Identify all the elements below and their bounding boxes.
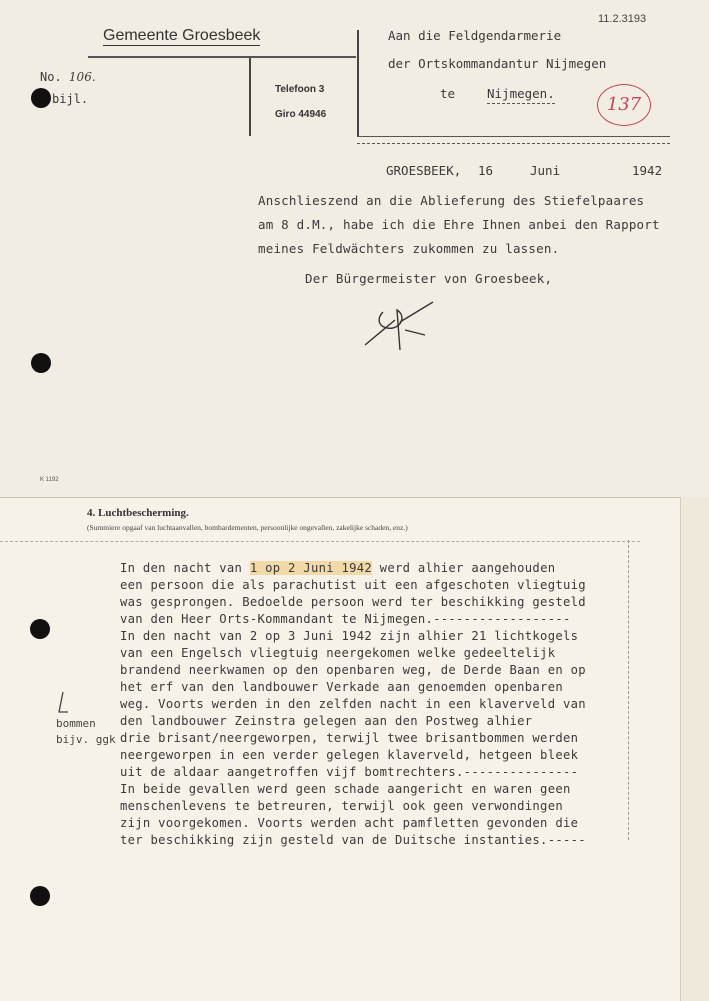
archive-stamp: 137 [597,84,651,126]
report-line: brandend neerkwamen op den openbaren weg, de Derde Baan en op [120,663,586,677]
report-line: drie brisant/neergeworpen, terwijl twee brisantbommen werden [120,731,579,745]
letter-line-1: Anschlieszend an die Ablieferung des Stiefelpaares [258,193,645,208]
letter-line-2: am 8 d.M., habe ich die Ehre Ihnen anbei den Rapport [258,217,660,232]
report-line: uit de aldaar aangetroffen vijf bomtrechters.--------------- [120,765,579,779]
address-te: te [440,86,456,101]
attachments-label: bijl. [52,92,89,106]
letter-closing: Der Bürgermeister von Groesbeek, [305,271,553,286]
signature [355,290,445,370]
address-line-2: der Ortskommandantur Nijmegen [388,56,607,71]
date-place: GROESBEEK, [386,163,462,178]
address-city: Nijmegen. [487,86,555,104]
punch-hole [30,886,50,906]
section-subtitle: (Summiere opgaaf van luchtaanvallen, bombardementen, persoonlijke ongevallen, zakelijke schaden, enz.) [87,523,408,532]
date-day: 16 [478,163,494,178]
report-line: van den Heer Orts-Kommandant te Nijmegen.------------------ [120,612,571,626]
report-line: zijn voorgekomen. Voorts werden acht pamfletten gevonden die [120,816,579,830]
report-line: ter beschikking zijn gesteld van de Duitsche instanties.----- [120,833,586,847]
date-month: Juni [530,163,561,178]
address-line-1: Aan die Feldgendarmerie [388,28,562,43]
highlighted-date: 1 op 2 Juni 1942 [249,561,373,575]
report-line: In den nacht van 2 op 3 Juni 1942 zijn alhier 21 lichtkogels [120,629,579,643]
report-line: weg. Voorts werden in den zelfden nacht in een klaverveld van [120,697,586,711]
giro-number: Giro 44946 [275,109,327,120]
report-line: het erf van den landbouwer Verkade aan genoemden openbaren [120,680,563,694]
letter-number: No. 106. [40,70,96,84]
address-divider [357,30,359,136]
margin-note-line-1: bommen [56,717,96,730]
address-rule [357,136,670,137]
letterhead-rule [88,56,356,58]
telephone-number: Telefoon 3 [275,84,325,95]
address-dashed-rule [357,143,670,144]
report-line-1: In den nacht van 1 op 2 Juni 1942 werd alhier aangehouden [120,561,556,575]
date-year: 1942 [632,163,663,178]
punch-hole [31,353,51,373]
report-line: In beide gevallen werd geen schade aangericht en waren geen [120,782,571,796]
report-line: den landbouwer Zeinstra gelegen aan den Postweg alhier [120,714,533,728]
margin-note-line-2: bijv. ggk [56,733,116,746]
form-dotted-rule [0,541,640,542]
letterhead-divider [249,58,251,136]
punch-hole [30,619,50,639]
margin-insertion-mark [56,690,70,716]
form-right-margin-line [628,540,629,840]
form-code: K 1192 [40,477,59,483]
report-line: van een Engelsch vliegtuig neergekomen welke gedeeltelijk [120,646,556,660]
report-line: neergeworpen in een verder gelegen klaverveld, hetgeen bleek [120,748,579,762]
section-title: 4. Luchtbescherming. [87,507,189,519]
report-line: was gesprongen. Bedoelde persoon werd ter beschikking gesteld [120,595,586,609]
report-line: een persoon die als parachutist uit een afgeschoten vliegtuig [120,578,586,592]
archive-reference: 11.2.3193 [598,13,647,25]
letter-line-3: meines Feldwächters zukommen zu lassen. [258,241,560,256]
report-line: menschenlevens te betreuren, terwijl ook geen verwondingen [120,799,563,813]
municipality-heading: Gemeente Groesbeek [103,27,261,44]
punch-hole [31,88,51,108]
